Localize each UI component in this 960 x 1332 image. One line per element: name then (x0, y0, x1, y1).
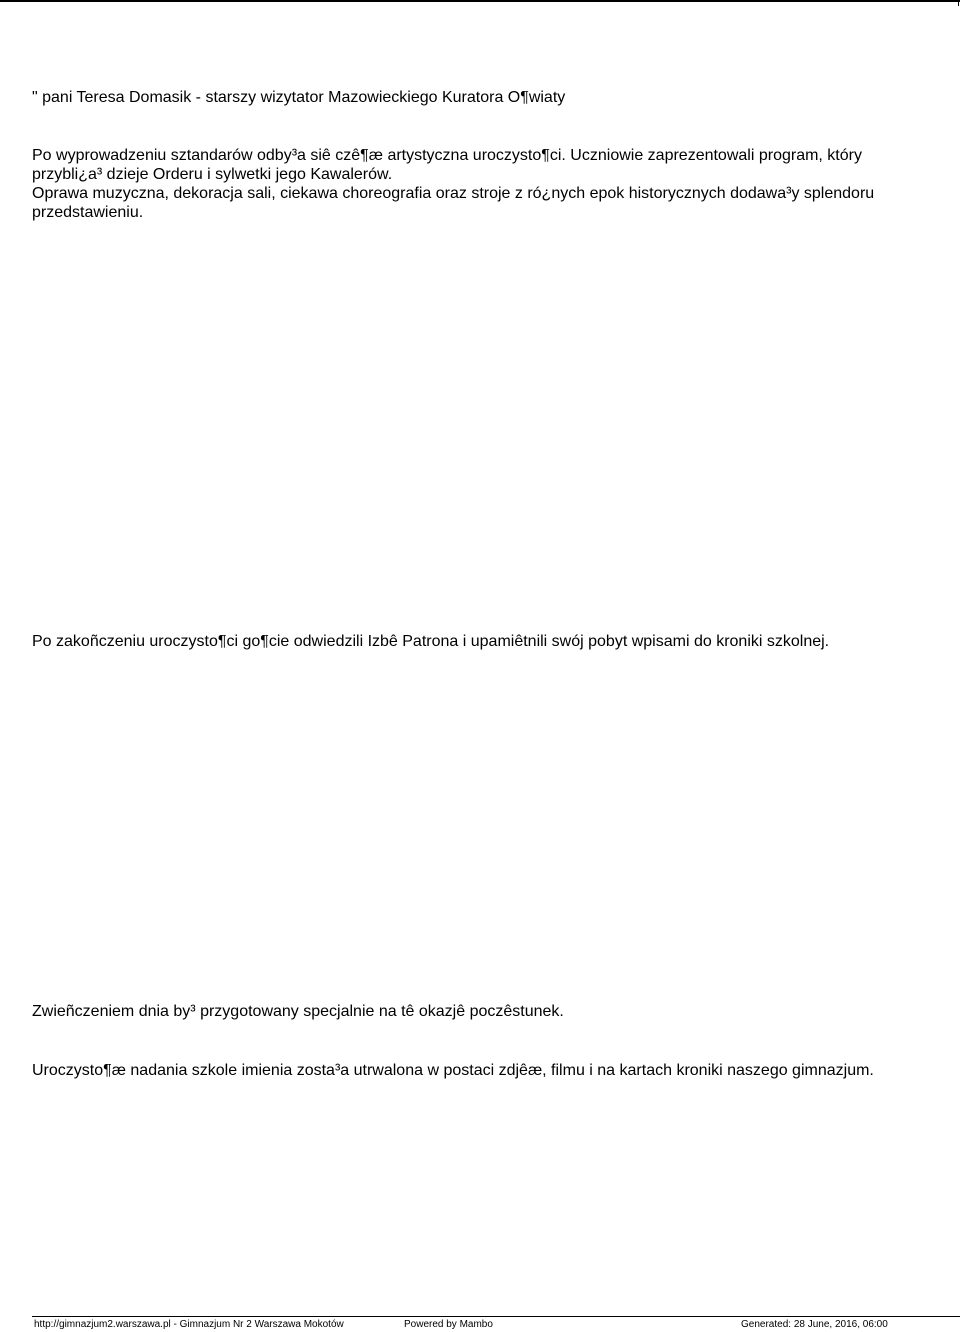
paragraph-1-line-2: przybli¿a³ dzieje Orderu i sylwetki jego Kawalerów. (32, 166, 393, 183)
paragraph-1-line-4: przedstawieniu. (32, 204, 144, 221)
guest-line: " pani Teresa Domasik - starszy wizytator Mazowieckiego Kuratora O¶wiaty (32, 89, 566, 106)
paragraph-4: Uroczysto¶æ nadania szkole imienia zosta³a utrwalona w postaci zdjêæ, filmu i na kartach kroniki naszego gimnazjum. (32, 1062, 874, 1079)
top-border (0, 0, 960, 2)
paragraph-2: Po zakoñczeniu uroczysto¶ci go¶cie odwiedzili Izbê Patrona i upamiêtnili swój pobyt wpisami do kroniki szkolnej. (32, 633, 830, 650)
footer-generated-date: Generated: 28 June, 2016, 06:00 (741, 1319, 888, 1330)
footer-powered-by: Powered by Mambo (404, 1319, 493, 1330)
paragraph-1-line-3: Oprawa muzyczna, dekoracja sali, ciekawa choreografia oraz stroje z ró¿nych epok historycznych dodawa³y splendoru (32, 185, 875, 202)
footer-site-link[interactable]: http://gimnazjum2.warszawa.pl - Gimnazjum Nr 2 Warszawa Mokotów (34, 1319, 344, 1330)
top-right-tick (958, 0, 959, 6)
paragraph-1-line-1: Po wyprowadzeniu sztandarów odby³a siê czê¶æ artystyczna uroczysto¶ci. Uczniowie zaprezentowali program, który (32, 147, 862, 164)
footer-divider (32, 1316, 960, 1317)
paragraph-3: Zwieñczeniem dnia by³ przygotowany specjalnie na tê okazjê poczêstunek. (32, 1003, 564, 1020)
